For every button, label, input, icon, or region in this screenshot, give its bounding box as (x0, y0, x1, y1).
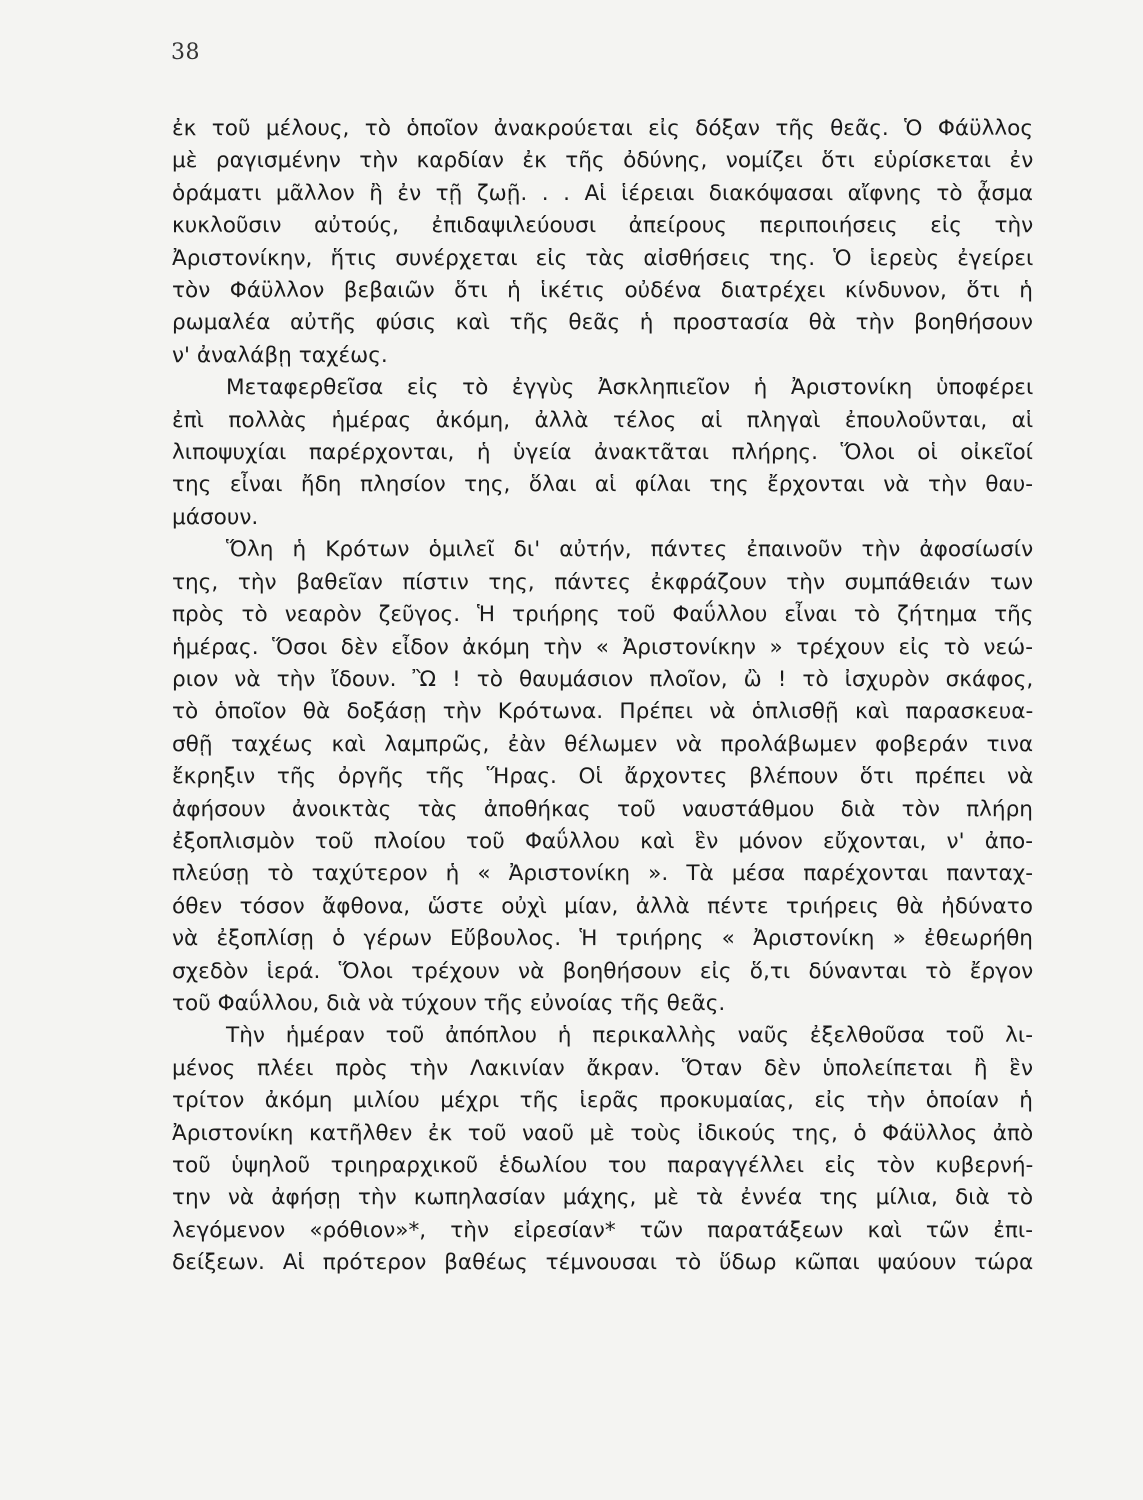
text-line: Ὅλη ἡ Κρότων ὁμιλεῖ δι' αὐτήν, πάντες ἐπαινοῦν τὴν ἀφοσίωσίν (226, 537, 1034, 563)
text-line: τοῦ Φαΰλλου, διὰ νὰ τύχουν τῆς εὐνοίας τῆς θεᾶς. (172, 990, 726, 1016)
text-line: μένος πλέει πρὸς τὴν Λακινίαν ἄκραν. Ὅταν δὲν ὑπολείπεται ἢ ἓν (172, 1055, 1033, 1081)
text-line: Ἀριστονίκη κατῆλθεν ἐκ τοῦ ναοῦ μὲ τοὺς ἰδικούς της, ὁ Φάϋλλος ἀπὸ (172, 1120, 1034, 1146)
text-line: τοῦ ὑψηλοῦ τριηραρχικοῦ ἑδωλίου του παραγγέλλει εἰς τὸν κυβερνή- (172, 1153, 1034, 1178)
page-number: 38 (171, 40, 200, 65)
text-line: Μεταφερθεῖσα εἰς τὸ ἐγγὺς Ἀσκληπιεῖον ἡ Ἀριστονίκη ὑποφέρει (226, 375, 1034, 401)
text-line: ἡμέρας. Ὅσοι δὲν εἶδον ἀκόμη τὴν « Ἀριστονίκην » τρέχουν εἰς τὸ νεώ- (172, 634, 1033, 660)
text-line: σχεδὸν ἱερά. Ὅλοι τρέχουν νὰ βοηθήσουν εἰς ὅ,τι δύνανται τὸ ἔργον (172, 958, 1034, 984)
text-line: όθεν τόσον ἄφθονα, ὥστε οὐχὶ μίαν, ἀλλὰ πέντε τριήρεις θὰ ἠδύνατο (172, 893, 1034, 919)
text-line: ἀφήσουν ἀνοικτὰς τὰς ἀποθήκας τοῦ ναυστάθμου διὰ τὸν πλήρη (172, 796, 1033, 822)
text-line: ὁράματι μᾶλλον ἢ ἐν τῇ ζωῇ. . . Αἱ ἱέρειαι διακόψασαι αἴφνης τὸ ᾆσμα (172, 180, 1033, 206)
text-line: πρὸς τὸ νεαρὸν ζεῦγος. Ἡ τριήρης τοῦ Φαΰλλου εἶναι τὸ ζήτημα τῆς (172, 602, 1034, 628)
text-line: ἐπὶ πολλὰς ἡμέρας ἀκόμη, ἀλλὰ τέλος αἱ πληγαὶ ἐπουλοῦνται, αἱ (172, 407, 1034, 433)
text-line: της εἶναι ἤδη πλησίον της, ὅλαι αἱ φίλαι της ἔρχονται νὰ τὴν θαυ- (172, 472, 1033, 498)
text-line: πλεύσῃ τὸ ταχύτερον ἡ « Ἀριστονίκη ». Τὰ μέσα παρέχονται πανταχ- (172, 861, 1033, 887)
text-line: την νὰ ἀφήσῃ τὴν κωπηλασίαν μάχης, μὲ τὰ ἐννέα της μίλια, διὰ τὸ (172, 1185, 1034, 1211)
body-text (172, 113, 1033, 1280)
paragraph-3 (172, 534, 1033, 1020)
paragraph-1 (172, 113, 1033, 372)
text-line: ἐξοπλισμὸν τοῦ πλοίου τοῦ Φαΰλλου καὶ ἓν μόνον εὔχονται, ν' ἀπο- (172, 828, 1033, 854)
text-line: ριον νὰ τὴν ἴδουν. Ὢ ! τὸ θαυμάσιον πλοῖον, ὢ ! τὸ ἰσχυρὸν σκάφος, (172, 666, 1034, 692)
text-line: τὸ ὁποῖον θὰ δοξάσῃ τὴν Κρότωνα. Πρέπει νὰ ὁπλισθῇ καὶ παρασκευα- (172, 699, 1034, 725)
text-line: μάσουν. (172, 504, 259, 530)
text-line: Τὴν ἡμέραν τοῦ ἀπόπλου ἡ περικαλλὴς ναῦς ἐξελθοῦσα τοῦ λι- (226, 1023, 1033, 1049)
text-line: σθῇ ταχέως καὶ λαμπρῶς, ἐὰν θέλωμεν νὰ προλάβωμεν φοβεράν τινα (172, 731, 1034, 757)
text-line: λιποψυχίαι παρέρχονται, ἡ ὑγεία ἀνακτᾶται πλήρης. Ὅλοι οἱ οἰκεῖοί (172, 440, 1033, 466)
text-line: κυκλοῦσιν αὐτούς, ἐπιδαψιλεύουσι ἀπείρους περιποιήσεις εἰς τὴν (172, 213, 1034, 239)
text-line: ν' ἀναλάβῃ ταχέως. (172, 342, 388, 368)
text-line: δείξεων. Αἱ πρότερον βαθέως τέμνουσαι τὸ ὕδωρ κῶπαι ψαύουν τώρα (172, 1250, 1034, 1276)
paragraph-4 (172, 1020, 1033, 1279)
text-line: ἐκ τοῦ μέλους, τὸ ὁποῖον ἀνακρούεται εἰς δόξαν τῆς θεᾶς. Ὁ Φάϋλλος (172, 116, 1034, 141)
text-line: Ἀριστονίκην, ἥτις συνέρχεται εἰς τὰς αἰσθήσεις της. Ὁ ἱερεὺς ἐγείρει (172, 245, 1034, 271)
paragraph-2 (172, 372, 1033, 534)
text-line: τὸν Φάϋλλον βεβαιῶν ὅτι ἡ ἱκέτις οὐδένα διατρέχει κίνδυνον, ὅτι ἡ (172, 278, 1033, 304)
text-line: μὲ ραγισμένην τὴν καρδίαν ἐκ τῆς ὀδύνης, νομίζει ὅτι εὑρίσκεται ἐν (172, 148, 1034, 174)
text-line: ρωμαλέα αὐτῆς φύσις καὶ τῆς θεᾶς ἡ προστασία θὰ τὴν βοηθήσουν (172, 310, 1033, 336)
text-line: της, τὴν βαθεῖαν πίστιν της, πάντες ἐκφράζουν τὴν συμπάθειάν των (172, 569, 1034, 595)
text-line: τρίτον ἀκόμη μιλίου μέχρι τῆς ἱερᾶς προκυμαίας, εἰς τὴν ὁποίαν ἡ (172, 1088, 1033, 1114)
text-line: ἔκρηξιν τῆς ὀργῆς τῆς Ἥρας. Οἱ ἄρχοντες βλέπουν ὅτι πρέπει νὰ (172, 764, 1034, 790)
text-line: λεγόμενον «ρόθιον»*, τὴν εἰρεσίαν* τῶν παρατάξεων καὶ τῶν ἐπι- (172, 1217, 1033, 1243)
text-line: νὰ ἐξοπλίσῃ ὁ γέρων Εὔβουλος. Ἡ τριήρης « Ἀριστονίκη » ἐθεωρήθη (172, 926, 1033, 952)
